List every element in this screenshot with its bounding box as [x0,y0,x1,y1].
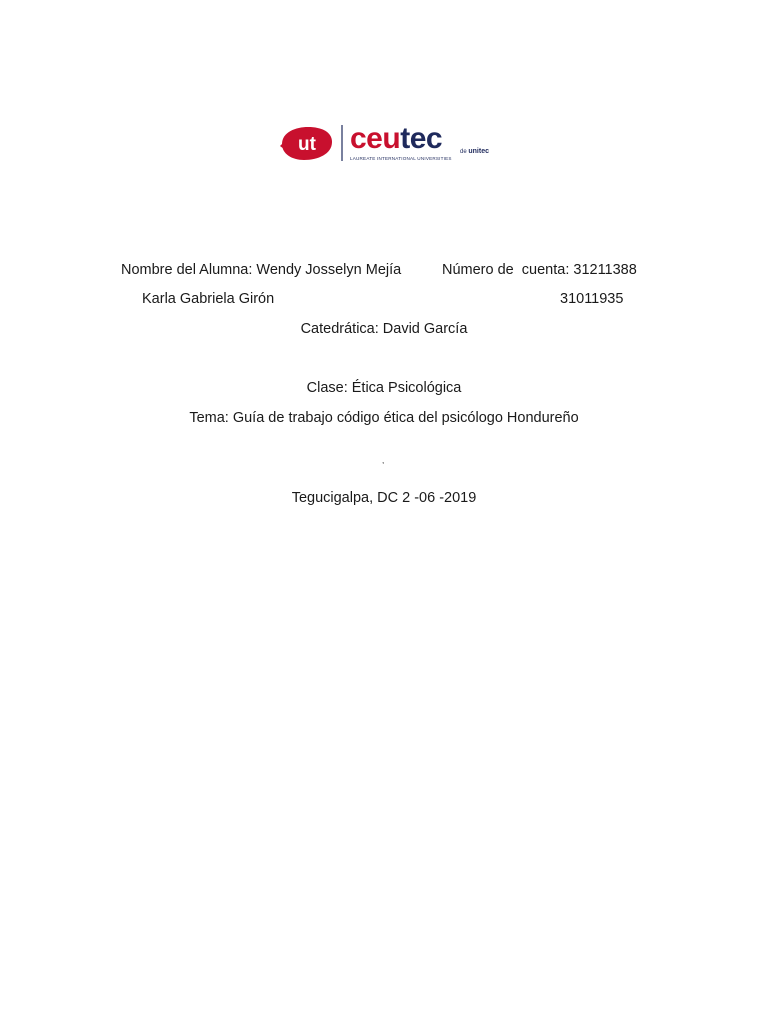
student-name-line: Nombre del Alumna: Wendy Josselyn Mejía [121,262,402,278]
topic-line: Tema: Guía de trabajo código ética del psicólogo Hondureño [189,410,579,426]
ceutec-logo [278,122,494,164]
teacher-line: Catedrática: David García [300,321,468,337]
logo-tagline: LAUREATE INTERNATIONAL UNIVERSITIES [350,156,452,161]
logo-wordmark-tec: tec [400,122,443,155]
stray-mark: , [382,456,385,465]
student2-account: 31011935 [560,291,624,307]
student2-name: Karla Gabriela Girón [142,291,275,307]
logo-subbrand [460,148,489,155]
logo-subbrand-prefix: de [460,149,467,155]
class-line: Clase: Ética Psicológica [306,380,462,396]
place-date-line: Tegucigalpa, DC 2 -06 -2019 [291,490,477,506]
logo-wordmark [350,122,442,155]
logo-subbrand-name: unitec [468,148,489,155]
logo-wordmark-ceu: ceu [350,122,401,155]
account-number-line: Número de cuenta: 31211388 [442,262,637,278]
logo-badge-text: ut [298,134,316,155]
